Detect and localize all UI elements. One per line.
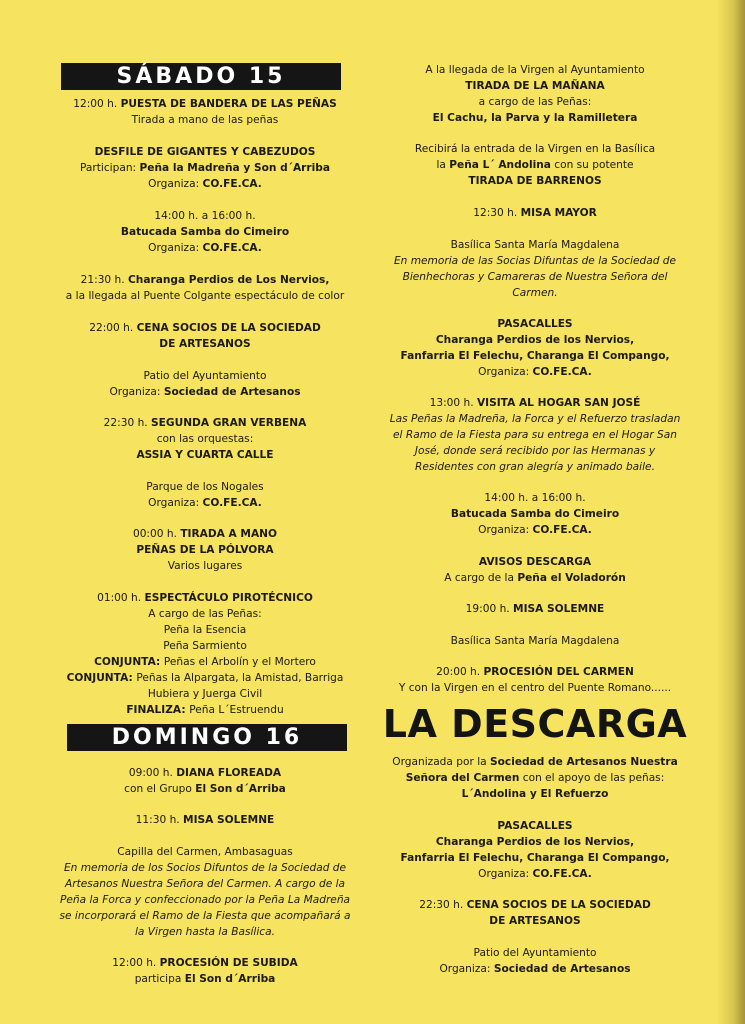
line-text: 14:00 h. a 16:00 h. [154,210,256,222]
line-text: MISA MAYOR [520,207,597,219]
schedule-line [40,908,370,924]
line-text: Peña L´ Andolina [449,159,551,171]
la-descarga-title: LA DESCARGA [382,702,688,746]
schedule-line [40,924,370,940]
schedule-line [375,427,695,443]
line-text: CO.FE.CA. [202,497,262,509]
schedule-line [40,495,370,511]
line-text: PEÑAS DE LA PÓLVORA [136,544,274,556]
schedule-line [40,971,370,987]
schedule-line [40,702,370,718]
line-text: CO.FE.CA. [202,178,262,190]
line-text: CENA SOCIOS DE LA SOCIEDAD [466,899,651,911]
schedule-line [375,866,695,882]
left-column [40,0,370,1024]
line-text: ASSIA Y CUARTA CALLE [136,449,274,461]
line-text: 12:00 h. [112,957,160,969]
line-text: 12:30 h. [473,207,521,219]
schedule-line [40,860,370,876]
line-text: L´Andolina y El Refuerzo [461,788,609,800]
line-text: 09:00 h. [128,767,177,779]
line-text: CONJUNTA: [94,656,164,668]
line-text: Residentes con gran alegría y animado baile. [415,461,655,473]
line-text: 22:30 h. [419,899,467,911]
line-text: Organiza: [439,963,494,975]
line-text: Basílica Santa María Magdalena [450,635,620,647]
line-text: PASACALLES [497,318,573,330]
line-text: la [436,159,450,171]
line-text: Peñas la Alpargata, la Amistad, Barriga [136,672,344,684]
schedule-line [375,570,695,586]
line-text: AVISOS DESCARGA [478,556,592,568]
schedule-line [40,144,370,160]
schedule-line [375,364,695,380]
line-text: Organiza: [148,242,203,254]
schedule-line [375,157,695,173]
line-text: Organiza: [478,524,533,536]
line-text: CO.FE.CA. [532,868,592,880]
line-text: TIRADA DE BARRENOS [468,175,602,187]
schedule-line [40,240,370,256]
line-text: con las orquestas: [156,433,254,445]
line-text: Las Peñas la Madreña, la Forca y el Refuerzo trasladan [389,413,681,425]
schedule-line [375,285,695,301]
line-text: CONJUNTA: [66,672,137,684]
schedule-line [375,601,695,617]
line-text: Fanfarria El Felechu, Charanga El Compango, [400,350,670,362]
schedule-line [375,522,695,538]
line-text: PROCESIÓN DE SUBIDA [159,957,298,969]
line-text: Recibirá la entrada de la Virgen en la Basílica [414,143,656,155]
schedule-line [40,336,370,352]
schedule-line [40,558,370,574]
line-text: José, donde será recibido por las Hermanas y [414,445,656,457]
line-text: Bienhechoras y Camareras de Nuestra Señora del [402,271,668,283]
schedule-line [40,288,370,304]
line-text: 12:00 h. [73,98,121,110]
line-text: Charanga Perdios de los Nervios, [435,334,635,346]
line-text: Parque de los Nogales [146,481,264,493]
schedule-line [375,834,695,850]
line-text: 13:00 h. [429,397,477,409]
schedule-line [375,78,695,94]
schedule-line [375,395,695,411]
line-text: ESPECTÁCULO PIROTÉCNICO [144,592,313,604]
schedule-line [40,686,370,702]
schedule-line [375,332,695,348]
schedule-line [375,237,695,253]
line-text: Patio del Ayuntamiento [143,370,267,382]
schedule-line [40,876,370,892]
schedule-line [375,141,695,157]
line-text: PROCESIÓN DEL CARMEN [483,666,634,678]
line-text: Peña la Esencia [163,624,247,636]
schedule-line [375,961,695,977]
schedule-line [40,638,370,654]
schedule-line [40,781,370,797]
line-text: con el Grupo [124,783,196,795]
schedule-line [375,945,695,961]
schedule-line [40,320,370,336]
line-text: Peña Sarmiento [163,640,247,652]
right-column [375,0,695,1024]
schedule-line [40,812,370,828]
line-text: Charanga Perdios de los Nervios, [435,836,635,848]
schedule-line [375,897,695,913]
line-text: DESFILE DE GIGANTES Y CABEZUDOS [94,146,316,158]
line-text: Peña el Voladorón [517,572,626,584]
schedule-line [375,269,695,285]
line-text: 00:00 h. [132,528,181,540]
schedule-line [375,786,695,802]
schedule-line [40,176,370,192]
schedule-line [40,160,370,176]
line-text: CO.FE.CA. [202,242,262,254]
line-text: Patio del Ayuntamiento [473,947,597,959]
schedule-line [40,208,370,224]
schedule-line [40,542,370,558]
schedule-line [375,818,695,834]
line-text: DE ARTESANOS [159,338,251,350]
schedule-line [40,765,370,781]
line-text: Sociedad de Artesanos Nuestra [490,756,678,768]
schedule-line [375,173,695,189]
line-text: Y con la Virgen en el centro del Puente Romano...... [398,682,672,694]
line-text: SEGUNDA GRAN VERBENA [151,417,307,429]
line-text: 22:00 h. [89,322,137,334]
schedule-line [40,384,370,400]
line-text: 22:30 h. [103,417,152,429]
line-text: 11:30 h. [135,814,184,826]
line-text: Sociedad de Artesanos [163,386,301,398]
line-text: 14:00 h. a 16:00 h. [484,492,586,504]
schedule-line [40,415,370,431]
line-text: El Son d´Arriba [184,973,276,985]
schedule-line [40,479,370,495]
saturday-header: SÁBADO 15 [61,63,341,90]
schedule-line [40,447,370,463]
schedule-line [40,224,370,240]
line-text: a la llegada al Puente Colgante espectáculo de color [65,290,345,302]
schedule-line [375,443,695,459]
schedule-line [375,459,695,475]
line-text: 01:00 h. [97,592,145,604]
schedule-line [375,490,695,506]
schedule-line [375,770,695,786]
line-text: Artesanos Nuestra Señora del Carmen. A cargo de la [64,878,346,890]
line-text: 19:00 h. [465,603,514,615]
schedule-line [375,411,695,427]
line-text: Charanga Perdios de Los Nervios, [128,274,330,286]
schedule-line [375,850,695,866]
line-text: Peñas el Arbolín y el Mortero [163,656,316,668]
line-text: Fanfarria El Felechu, Charanga El Compango, [400,852,670,864]
schedule-line [40,606,370,622]
schedule-line [40,96,370,112]
schedule-line [375,913,695,929]
line-text: FINALIZA: [126,704,190,716]
schedule-line [375,506,695,522]
schedule-line [40,955,370,971]
schedule-line [375,554,695,570]
line-text: CO.FE.CA. [532,524,592,536]
schedule-line [375,316,695,332]
schedule-line [40,368,370,384]
line-text: DE ARTESANOS [489,915,581,927]
line-text: Sociedad de Artesanos [493,963,631,975]
line-text: Hubiera y Juerga Civil [147,688,263,700]
line-text: Organiza: [478,868,533,880]
schedule-line [375,62,695,78]
schedule-line [375,253,695,269]
line-text: PASACALLES [497,820,573,832]
line-text: MISA SOLEMNE [183,814,275,826]
line-text: se incorporará el Ramo de la Fiesta que acompañará a [59,910,351,922]
schedule-line [375,205,695,221]
schedule-line [375,754,695,770]
schedule-line [40,590,370,606]
line-text: Batucada Samba do Cimeiro [120,226,290,238]
line-text: 20:00 h. [436,666,484,678]
line-text: Capilla del Carmen, Ambasaguas [117,846,293,858]
schedule-line [40,272,370,288]
line-text: Peña la Madreña y Son d´Arriba [139,162,330,174]
line-text: Organiza: [109,386,164,398]
schedule-line [40,844,370,860]
line-text: Organiza: [148,497,203,509]
line-text: Participan: [80,162,140,174]
schedule-line [375,110,695,126]
line-text: En memoria de las Socias Difuntas de la Sociedad de [393,255,677,267]
schedule-line [40,670,370,686]
line-text: Batucada Samba do Cimeiro [450,508,620,520]
line-text: TIRADA A MANO [180,528,278,540]
line-text: Señora del Carmen [405,772,520,784]
schedule-line [40,431,370,447]
sunday-header: DOMINGO 16 [67,724,347,751]
schedule-line [40,112,370,128]
page-edge-shadow [717,0,745,1024]
schedule-line [40,654,370,670]
line-text: Carmen. [512,287,558,299]
line-text: PUESTA DE BANDERA DE LAS PEÑAS [120,98,337,110]
schedule-line [375,633,695,649]
schedule-line [375,664,695,680]
line-text: Varios lugares [167,560,243,572]
schedule-line [40,892,370,908]
line-text: con su potente [550,159,634,171]
line-text: el Ramo de la Fiesta para su entrega en el Hogar San [393,429,677,441]
line-text: TIRADA DE LA MAÑANA [465,80,605,92]
line-text: CENA SOCIOS DE LA SOCIEDAD [136,322,321,334]
line-text: Organizada por la [392,756,490,768]
line-text: Peña la Forca y confeccionado por la Peña La Madreña [59,894,351,906]
line-text: con el apoyo de las peñas: [519,772,665,784]
line-text: A cargo de la [444,572,518,584]
line-text: El Cachu, la Parva y la Ramilletera [432,112,638,124]
line-text: DIANA FLOREADA [176,767,282,779]
schedule-line [375,94,695,110]
schedule-line [40,526,370,542]
line-text: a cargo de las Peñas: [478,96,592,108]
schedule-line [40,622,370,638]
line-text: Organiza: [478,366,533,378]
line-text: 21:30 h. [80,274,128,286]
line-text: A cargo de las Peñas: [148,608,262,620]
line-text: El Son d´Arriba [195,783,286,795]
line-text: A la llegada de la Virgen al Ayuntamiento [425,64,645,76]
line-text: En memoria de los Socios Difuntos de la Sociedad de [63,862,347,874]
schedule-line [375,348,695,364]
line-text: participa [134,973,185,985]
line-text: CO.FE.CA. [532,366,592,378]
schedule-line [375,680,695,696]
line-text: la Virgen hasta la Basílica. [134,926,275,938]
line-text: Basílica Santa María Magdalena [450,239,620,251]
line-text: Tirada a mano de las peñas [131,114,279,126]
line-text: MISA SOLEMNE [513,603,605,615]
line-text: VISITA AL HOGAR SAN JOSÉ [476,397,641,409]
line-text: Peña L´Estruendu [189,704,284,716]
line-text: Organiza: [148,178,203,190]
